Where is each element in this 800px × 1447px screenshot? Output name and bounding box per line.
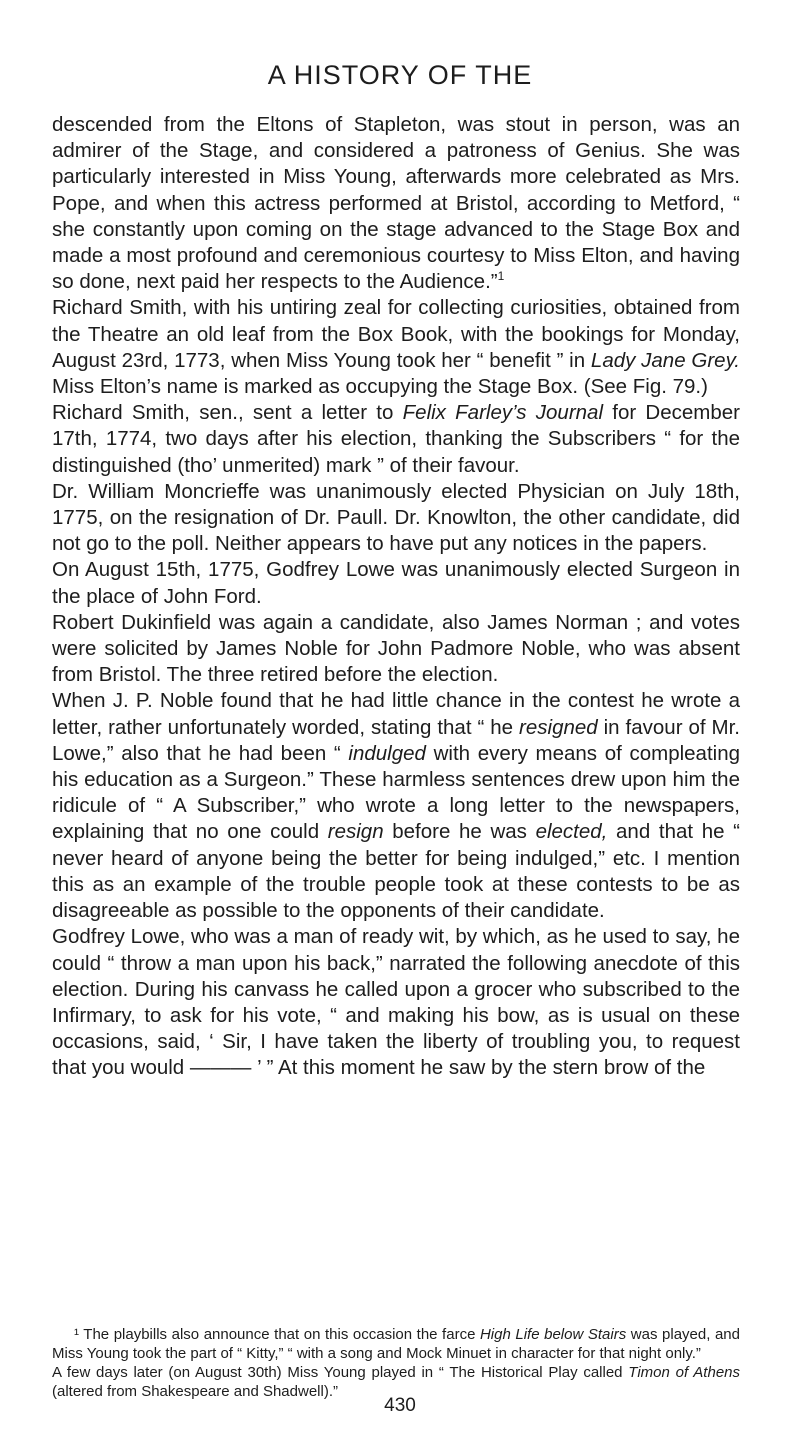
running-header: A HISTORY OF THE — [267, 60, 533, 90]
text-run: Richard Smith, with his untiring zeal for collecting curiosities, obtained from the Theatre an old leaf from the Box Book, with the bookings for Monday, August 23rd, 1773, when Miss Young took her “ benefit ” in — [52, 296, 740, 372]
footnotes — [52, 1325, 740, 1401]
italic-text: Felix Farley’s Journal — [402, 401, 604, 425]
paragraph — [52, 479, 740, 558]
text-run: When J. P. Noble found that he had little chance in the contest he wrote a letter, rather unfortunately worded, stating that “ he — [52, 689, 740, 739]
text-run: with every means of compleating his education as a Surgeon.” These harmless sentences drew upon him the ridicule of “ A Subscriber,” who wrote a long letter to the newspapers, explaining that no one could — [52, 741, 741, 844]
text-run: before he was — [383, 820, 536, 844]
text-run: Dr. William Moncrieffe was unanimously elected Physician on July 18th, 1775, on the resignation of Dr. Paull. Dr. Knowlton, the other candidate, did not go to the poll. Neither appears to have put any notices in the papers. — [52, 479, 740, 556]
paragraph — [52, 924, 740, 1081]
text-run: (altered from Shakespeare and Shadwell).” — [52, 1383, 338, 1400]
italic-text: resign — [327, 820, 384, 844]
footnote — [52, 1325, 740, 1363]
text-run: Robert Dukinfield was again a candidate, also James Norman ; and votes were solicited by James Noble for John Padmore Noble, who was absent from Bristol. The three retired before the election. — [52, 610, 740, 687]
text-run: On August 15th, 1775, Godfrey Lowe was unanimously elected Surgeon in the place of John Ford. — [52, 558, 740, 608]
italic-text: Timon of Athens — [628, 1364, 741, 1381]
body-text — [52, 112, 740, 1082]
text-run: for December 17th, 1774, two days after his election, thanking the Subscribers “ for the distinguished (tho’ unmerited) mark ” of their favour. — [52, 401, 740, 477]
page-number: 430 — [384, 1395, 416, 1416]
italic-text: indulged — [348, 741, 426, 765]
footnote-reference: 1 — [497, 269, 505, 284]
italic-text: High Life below Stairs — [479, 1326, 627, 1343]
text-run: ¹ The playbills also announce that on this occasion the farce — [74, 1326, 480, 1343]
text-run: was played, and Miss Young took the part of “ Kitty,” “ with a song and Mock Minuet in character for that night only.” — [52, 1326, 740, 1362]
text-run: A few days later (on August 30th) Miss Young played in “ The Historical Play called — [52, 1364, 629, 1381]
italic-text: resigned — [519, 715, 598, 739]
text-run: Godfrey Lowe, who was a man of ready wit, by which, as he used to say, he could “ throw a man upon his back,” narrated the following anecdote of this election. During his canvass he called upon a grocer who subscribed to the Infirmary, to ask for his vote, “ and making his bow, as is usual on these occasions, said, ‘ Sir, I have taken the liberty of troubling you, to request that you would ——— ’ ” At this moment he saw by the stern brow of the — [52, 925, 740, 1080]
text-run: and that he “ never heard of anyone being the better for being indulged,” etc. I mention this as an example of the trouble people took at these contests to be as disagreeable as possible to the opponents of their candidate. — [52, 820, 740, 923]
text-run: in favour of Mr. Lowe,” also that he had been “ — [52, 715, 740, 765]
paragraph — [52, 557, 740, 609]
italic-text: Lady Jane Grey. — [590, 348, 740, 372]
paragraph — [52, 610, 740, 689]
paragraph — [52, 295, 740, 400]
paragraph — [52, 688, 740, 924]
text-run: Miss Elton’s name is marked as occupying the Stage Box. (See Fig. 79.) — [52, 375, 708, 399]
paragraph — [52, 112, 740, 295]
text-run: Richard Smith, sen., sent a letter to — [52, 401, 403, 425]
italic-text: elected, — [535, 820, 608, 844]
text-run: descended from the Eltons of Stapleton, was stout in person, was an admirer of the Stage, and considered a patroness of Genius. She was particularly interested in Miss Young, afterwards more celebrated as Mrs. Pope, and when this actress performed at Bristol, according to Metford, “ she constantly upon coming on the stage advanced to the Stage Box and made a most profound and ceremonious courtesy to Miss Elton, and having so done, next paid her respects to the Audience.” — [52, 113, 740, 294]
paragraph — [52, 400, 740, 479]
